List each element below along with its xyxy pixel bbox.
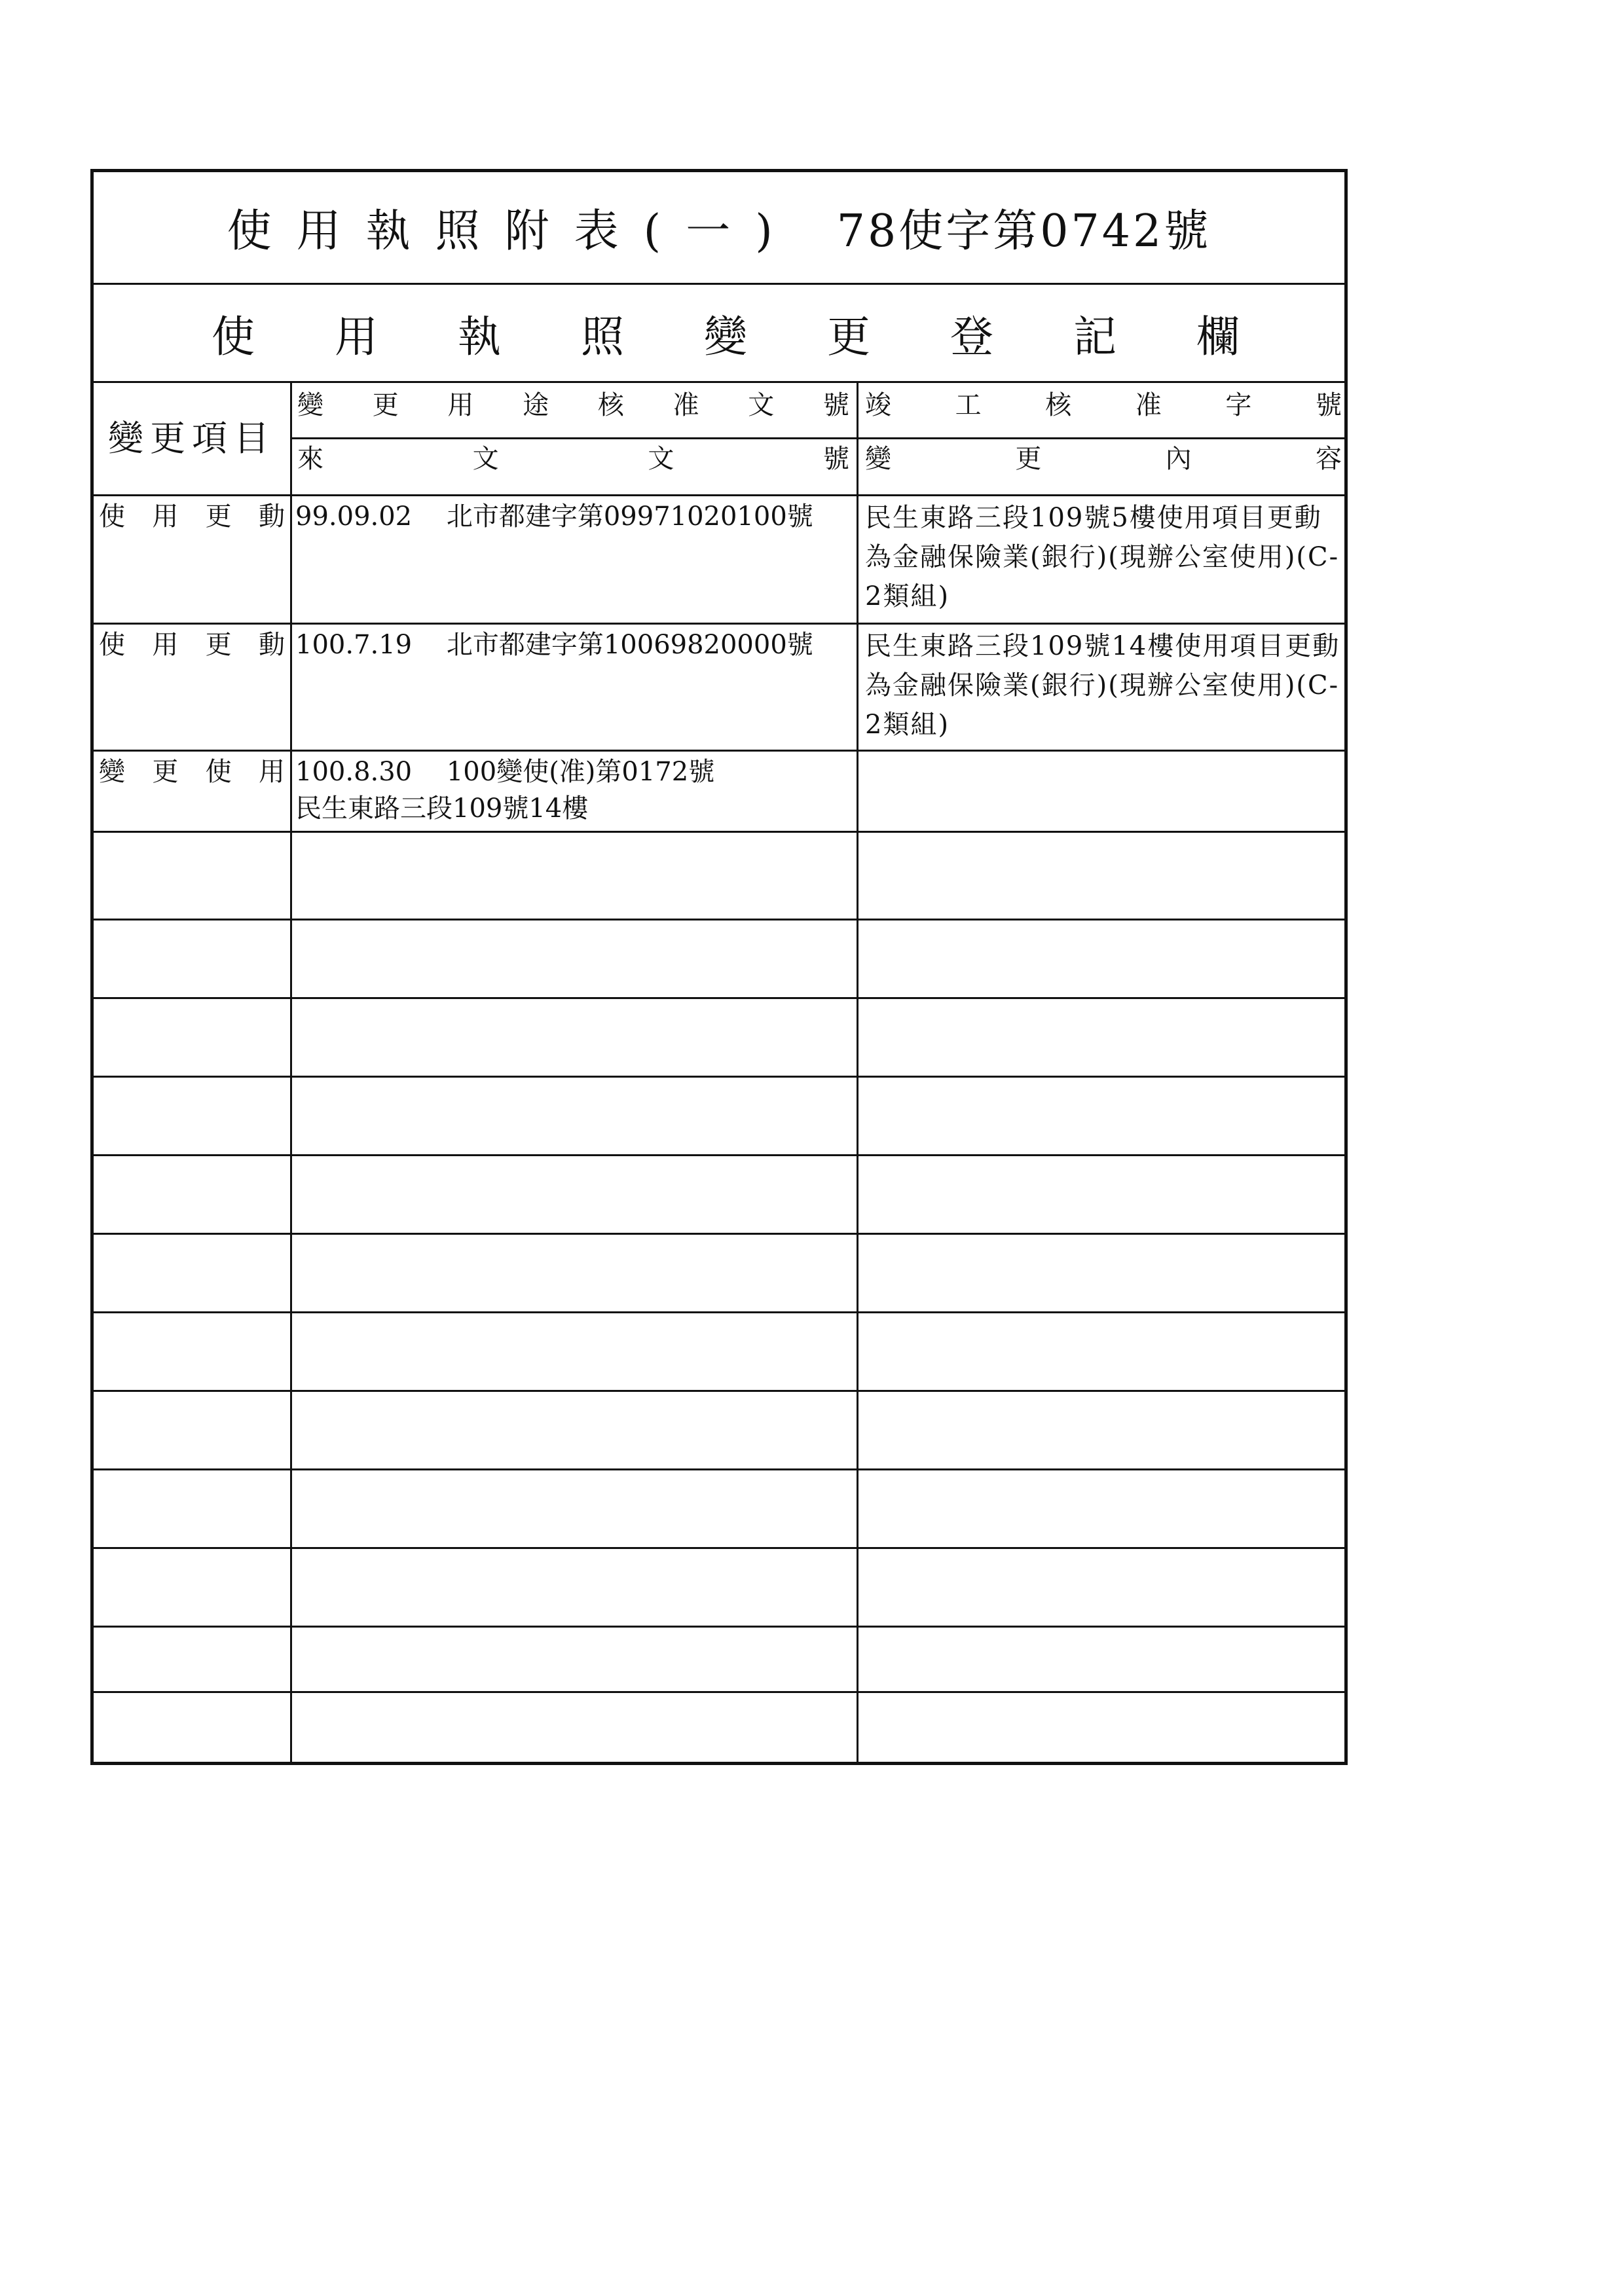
row-divider (94, 623, 1346, 625)
header-char: 號 (1315, 390, 1342, 420)
row-date: 100.7.19 (295, 630, 413, 660)
row-item-3 (99, 754, 285, 793)
header-change-item: 變更項目 (108, 418, 276, 459)
item-char: 用 (258, 757, 285, 787)
header-char: 文 (472, 444, 499, 474)
column-line (857, 383, 858, 1764)
header-char: 核 (597, 390, 624, 420)
item-char: 用 (152, 630, 179, 660)
header-char: 途 (523, 390, 549, 420)
header-char: 用 (447, 390, 474, 420)
empty-row-divider (94, 1547, 1346, 1549)
item-char: 變 (99, 757, 125, 787)
item-char: 使 (205, 757, 232, 787)
header-char: 更 (372, 390, 399, 420)
column-line (290, 383, 292, 1764)
empty-row-divider (94, 1154, 1346, 1156)
header-char: 工 (955, 390, 982, 420)
form-title (94, 172, 1344, 285)
section-title-char: 登 (950, 312, 993, 362)
row-content-1: 民生東路三段109號5樓使用項目更動為金融保險業(銀行)(現辦公室使用)(C-2類組) (865, 503, 1340, 611)
empty-row-divider (94, 997, 1346, 999)
item-char: 使 (99, 501, 125, 532)
item-char: 使 (99, 630, 125, 660)
row-doc-number: 北市都建字第09971020100號 (446, 501, 813, 532)
license-number: 78使字第0742號 (836, 206, 1211, 257)
row-doc-1 (295, 498, 852, 535)
header-char: 字 (1225, 390, 1252, 420)
form-title-main: 使用執照附表(一) (227, 206, 798, 257)
header-char: 核 (1045, 390, 1072, 420)
row-doc-number: 北市都建字第10069820000號 (446, 630, 813, 660)
row-date: 99.09.02 (295, 501, 413, 532)
item-char: 更 (205, 630, 232, 660)
section-title-char: 記 (1073, 312, 1116, 362)
header-divider (290, 437, 1346, 439)
empty-row-divider (94, 1626, 1346, 1628)
header-incoming-doc (293, 441, 853, 486)
header-char: 准 (673, 390, 699, 420)
empty-row-divider (94, 1233, 1346, 1235)
section-title-char: 更 (827, 312, 870, 362)
empty-row-divider (94, 1076, 1346, 1078)
row-divider (94, 831, 1346, 833)
usage-license-form (90, 169, 1348, 1765)
header-char: 竣 (865, 390, 891, 420)
item-char: 更 (205, 501, 232, 532)
section-title-char: 使 (212, 312, 255, 362)
section-title-char: 變 (704, 312, 747, 362)
item-char: 動 (258, 630, 285, 660)
header-approval-doc (293, 387, 853, 433)
section-title-char: 欄 (1196, 312, 1240, 362)
header-char: 變 (865, 444, 891, 474)
header-change-content (861, 441, 1346, 486)
section-title-char: 照 (581, 312, 624, 362)
empty-row-divider (94, 1311, 1346, 1313)
row-doc-2 (295, 627, 852, 663)
empty-row-divider (94, 1691, 1346, 1693)
header-char: 容 (1315, 444, 1342, 474)
row-item-2 (99, 627, 285, 666)
row-content-2: 民生東路三段109號14樓使用項目更動為金融保險業(銀行)(現辦公室使用)(C-2類組) (865, 631, 1340, 740)
header-char: 號 (822, 444, 849, 474)
row-doc-3 (295, 754, 852, 827)
header-bottom-line (94, 494, 1346, 496)
header-char: 准 (1135, 390, 1162, 420)
section-title (94, 285, 1344, 383)
item-char: 更 (152, 757, 179, 787)
empty-row-divider (94, 919, 1346, 920)
empty-row-divider (94, 1390, 1346, 1392)
item-char: 用 (152, 501, 179, 532)
section-title-char: 執 (458, 312, 501, 362)
header-char: 號 (822, 390, 849, 420)
header-char: 更 (1015, 444, 1042, 474)
row-address: 民生東路三段109號14樓 (295, 793, 589, 824)
header-char: 文 (748, 390, 775, 420)
header-char: 內 (1165, 444, 1192, 474)
row-divider (94, 750, 1346, 752)
header-completion-no (861, 387, 1346, 433)
section-title-char: 用 (335, 312, 378, 362)
row-item-1 (99, 498, 285, 538)
item-char: 動 (258, 501, 285, 532)
header-char: 文 (648, 444, 674, 474)
empty-row-divider (94, 1468, 1346, 1470)
header-char: 來 (297, 444, 323, 474)
row-doc-number: 100變使(准)第0172號 (446, 757, 715, 787)
row-date: 100.8.30 (295, 757, 413, 787)
header-char: 變 (297, 390, 323, 420)
